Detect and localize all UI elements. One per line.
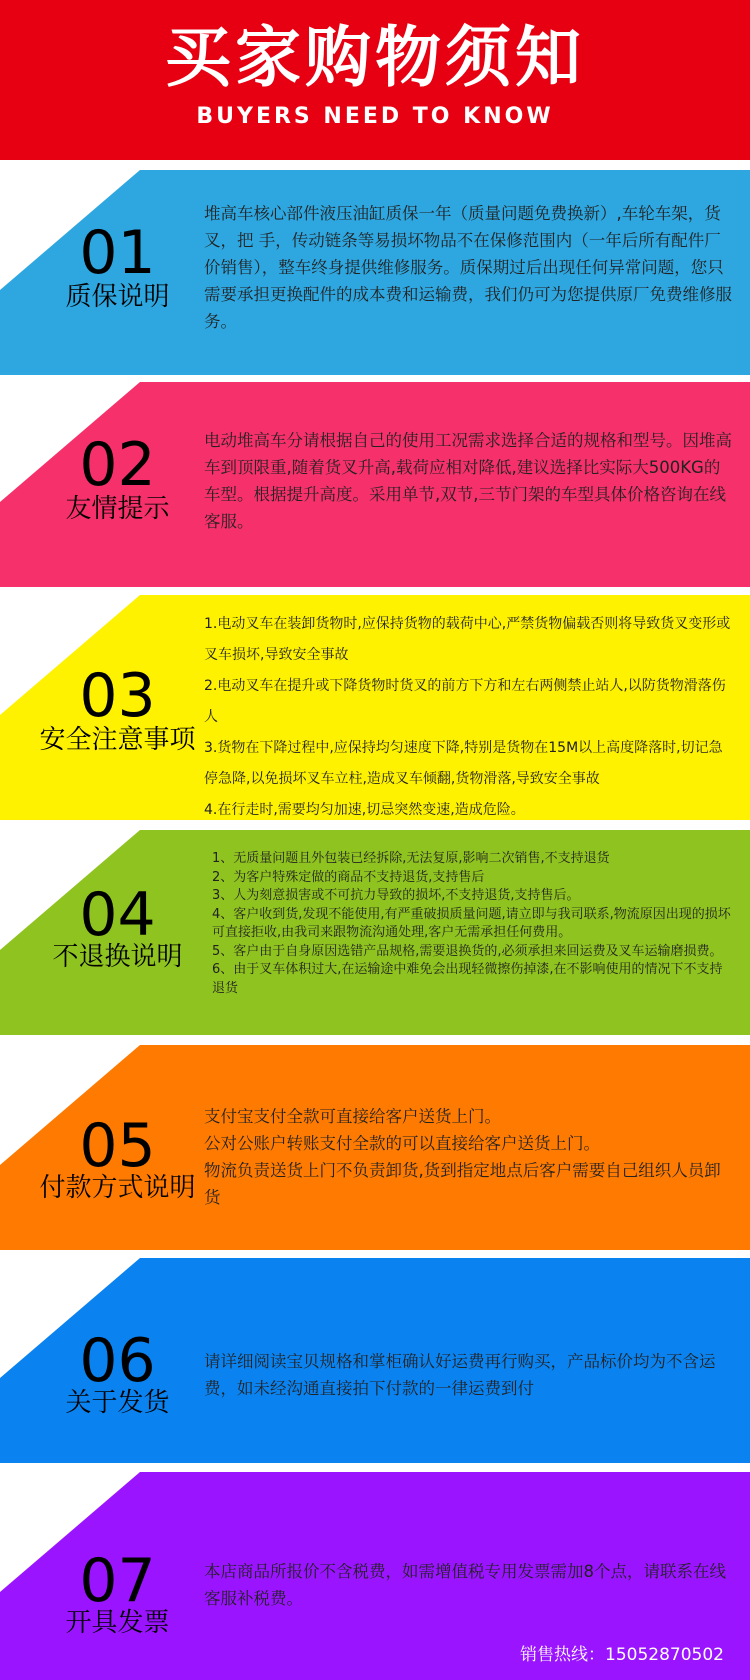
section-no-return xyxy=(0,830,750,1035)
page-title: 买家购物须知 xyxy=(165,19,585,96)
section-text xyxy=(204,609,732,820)
section-text xyxy=(204,427,732,535)
header-banner xyxy=(0,0,750,160)
text-line: 物流负责送货上门不负责卸货,货到指定地点后客户需要自己组织人员卸货 xyxy=(204,1161,721,1207)
section-label: 不退换说明 xyxy=(52,942,183,972)
section-text xyxy=(204,200,732,335)
section-number: 01 xyxy=(79,218,156,288)
section-number: 03 xyxy=(79,661,156,731)
text-line: 本店商品所报价不含税费，如需增值税专用发票需加8个点，请联系在线客服补税费。 xyxy=(204,1562,726,1608)
sales-hotline: 销售热线：15052870502 xyxy=(520,1645,724,1665)
section-label: 友情提示 xyxy=(65,494,170,524)
section-text xyxy=(204,1558,732,1612)
text-line: 2、为客户特殊定做的商品不支持退货,支持售后 xyxy=(212,869,485,885)
text-line: 1.电动叉车在装卸货物时,应保持货物的载荷中心,严禁货物偏载否则将导致货叉变形或叉车损坏,导致安全事故 xyxy=(204,616,731,663)
text-line: 4.在行走时,需要均匀加速,切忌突然变速,造成危险。 xyxy=(204,802,525,818)
text-line: 堆高车核心部件液压油缸质保一年（质量问题免费换新）,车轮车架，货叉，把 手，传动链条等易损坏物品不在保修范围内（一年后所有配件厂价销售），整车终身提供维修服务。质保期过后出现任何异常问题，您只需要承担更换配件的成本费和运输费，我们仍可为您提供原厂免费维修服务。 xyxy=(204,204,732,331)
section-label: 开具发票 xyxy=(65,1608,170,1638)
section-label: 质保说明 xyxy=(65,282,170,312)
text-line: 请详细阅读宝贝规格和掌柜确认好运费再行购买，产品标价均为不含运费，如未经沟通直接拍下付款的一律运费到付 xyxy=(204,1352,716,1398)
text-line: 3、人为刻意损害或不可抗力导致的损坏,不支持退货,支持售后。 xyxy=(212,888,580,903)
text-line: 电动堆高车分请根据自己的使用工况需求选择合适的规格和型号。因堆高车到顶限重,随着货叉升高,载荷应相对降低,建议选择比实际大500KG的车型。根据提升高度。采用单节,双节,三节门架的车型具体价格咨询在线客服。 xyxy=(204,431,732,531)
text-line: 4、客户收到货,发现不能使用,有严重破损质量问题,请立即与我司联系,物流原因出现的损坏可直接拒收,由我司来跟物流沟通处理,客户无需承担任何费用。 xyxy=(212,906,731,940)
section-number: 05 xyxy=(79,1111,156,1181)
section-safety xyxy=(0,595,750,820)
section-label: 安全注意事项 xyxy=(39,725,196,755)
section-tips xyxy=(0,382,750,587)
section-payment xyxy=(0,1045,750,1250)
text-line: 6、由于叉车体积过大,在运输途中难免会出现轻微擦伤掉漆,在不影响使用的情况下不支持退货 xyxy=(212,962,723,996)
section-label: 关于发货 xyxy=(65,1388,170,1418)
text-line: 3.货物在下降过程中,应保持均匀速度下降,特别是货物在15M以上高度降落时,切记急停急降,以免损坏叉车立柱,造成叉车倾翻,货物滑落,导致安全事故 xyxy=(204,740,723,787)
section-text xyxy=(204,1348,732,1402)
text-line: 2.电动叉车在提升或下降货物时货叉的前方下方和左右两侧禁止站人,以防货物滑落伤人 xyxy=(204,678,726,725)
section-warranty xyxy=(0,170,750,375)
section-label: 付款方式说明 xyxy=(39,1173,196,1203)
section-text xyxy=(204,1103,732,1211)
section-shipping xyxy=(0,1258,750,1463)
text-line: 1、无质量问题且外包装已经拆除,无法复原,影响二次销售,不支持退货 xyxy=(212,851,610,866)
text-line: 公对公账户转账支付全款的可以直接给客户送货上门。 xyxy=(204,1134,600,1153)
section-number: 02 xyxy=(79,430,156,500)
section-text xyxy=(212,850,732,998)
text-line: 5、客户由于自身原因选错产品规格,需要退换货的,必须承担来回运费及叉车运输磨损费。 xyxy=(212,943,723,959)
section-number: 06 xyxy=(79,1326,156,1396)
page-subtitle: BUYERS NEED TO KNOW xyxy=(196,104,554,129)
section-number: 04 xyxy=(79,880,156,950)
section-number: 07 xyxy=(79,1546,156,1616)
text-line: 支付宝支付全款可直接给客户送货上门。 xyxy=(204,1107,501,1126)
